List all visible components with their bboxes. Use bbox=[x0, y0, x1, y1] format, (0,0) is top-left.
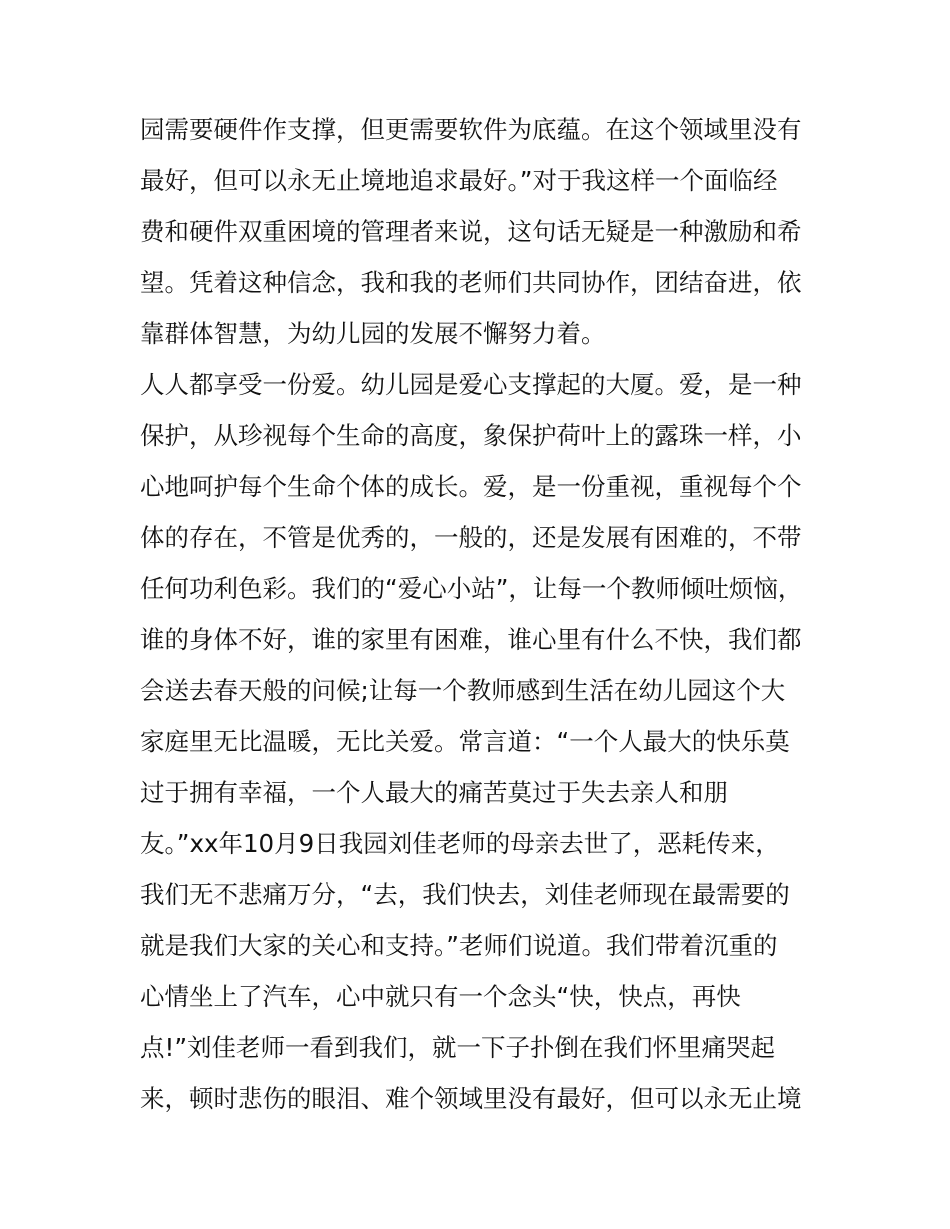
body-text bbox=[140, 104, 820, 1124]
text-line: 人人都享受一份爱。幼儿园是爱心支撑起的大厦。爱，是一种 bbox=[140, 370, 802, 399]
text-line: 靠群体智慧，为幼儿园的发展不懈努力着。 bbox=[140, 319, 606, 348]
text-line: 谁的身体不好，谁的家里有困难，谁心里有什么不快，我们都 bbox=[140, 625, 802, 654]
text-line: 任何功利色彩。我们的“爱心小站”，让每一个教师倾吐烦恼， bbox=[140, 574, 803, 603]
text-line: 园需要硬件作支撑，但更需要软件为底蕴。在这个领域里没有 bbox=[140, 115, 802, 144]
text-line: 友。”xx年10月9日我园刘佳老师的母亲去世了，恶耗传来， bbox=[140, 829, 780, 858]
text-line: 就是我们大家的关心和支持。”老师们说道。我们带着沉重的 bbox=[140, 931, 778, 960]
text-line: 最好，但可以永无止境地追求最好。”对于我这样一个面临经 bbox=[140, 166, 778, 195]
text-line: 会送去春天般的问候;让每一个教师感到生活在幼儿园这个大 bbox=[140, 676, 786, 705]
text-line: 过于拥有幸福，一个人最大的痛苦莫过于失去亲人和朋 bbox=[140, 778, 728, 807]
text-line: 来，顿时悲伤的眼泪、难个领域里没有最好，但可以永无止境 bbox=[140, 1084, 802, 1113]
text-line: 体的存在，不管是优秀的，一般的，还是发展有困难的，不带 bbox=[140, 523, 802, 552]
text-line: 点!”刘佳老师一看到我们，就一下子扑倒在我们怀里痛哭起 bbox=[140, 1033, 776, 1062]
text-line: 费和硬件双重困境的管理者来说，这句话无疑是一种激励和希 bbox=[140, 217, 802, 246]
text-line: 我们无不悲痛万分，“去，我们快去，刘佳老师现在最需要的 bbox=[140, 880, 790, 909]
text-line: 保护，从珍视每个生命的高度，象保护荷叶上的露珠一样，小 bbox=[140, 421, 802, 450]
text-line: 心地呵护每个生命个体的成长。爱，是一份重视，重视每个个 bbox=[140, 472, 802, 501]
text-line: 家庭里无比温暖，无比关爱。常言道：“一个人最大的快乐莫 bbox=[140, 727, 790, 756]
text-line: 心情坐上了汽车，心中就只有一个念头“快，快点，再快 bbox=[140, 982, 741, 1011]
text-line: 望。凭着这种信念，我和我的老师们共同协作，团结奋进，依 bbox=[140, 268, 802, 297]
